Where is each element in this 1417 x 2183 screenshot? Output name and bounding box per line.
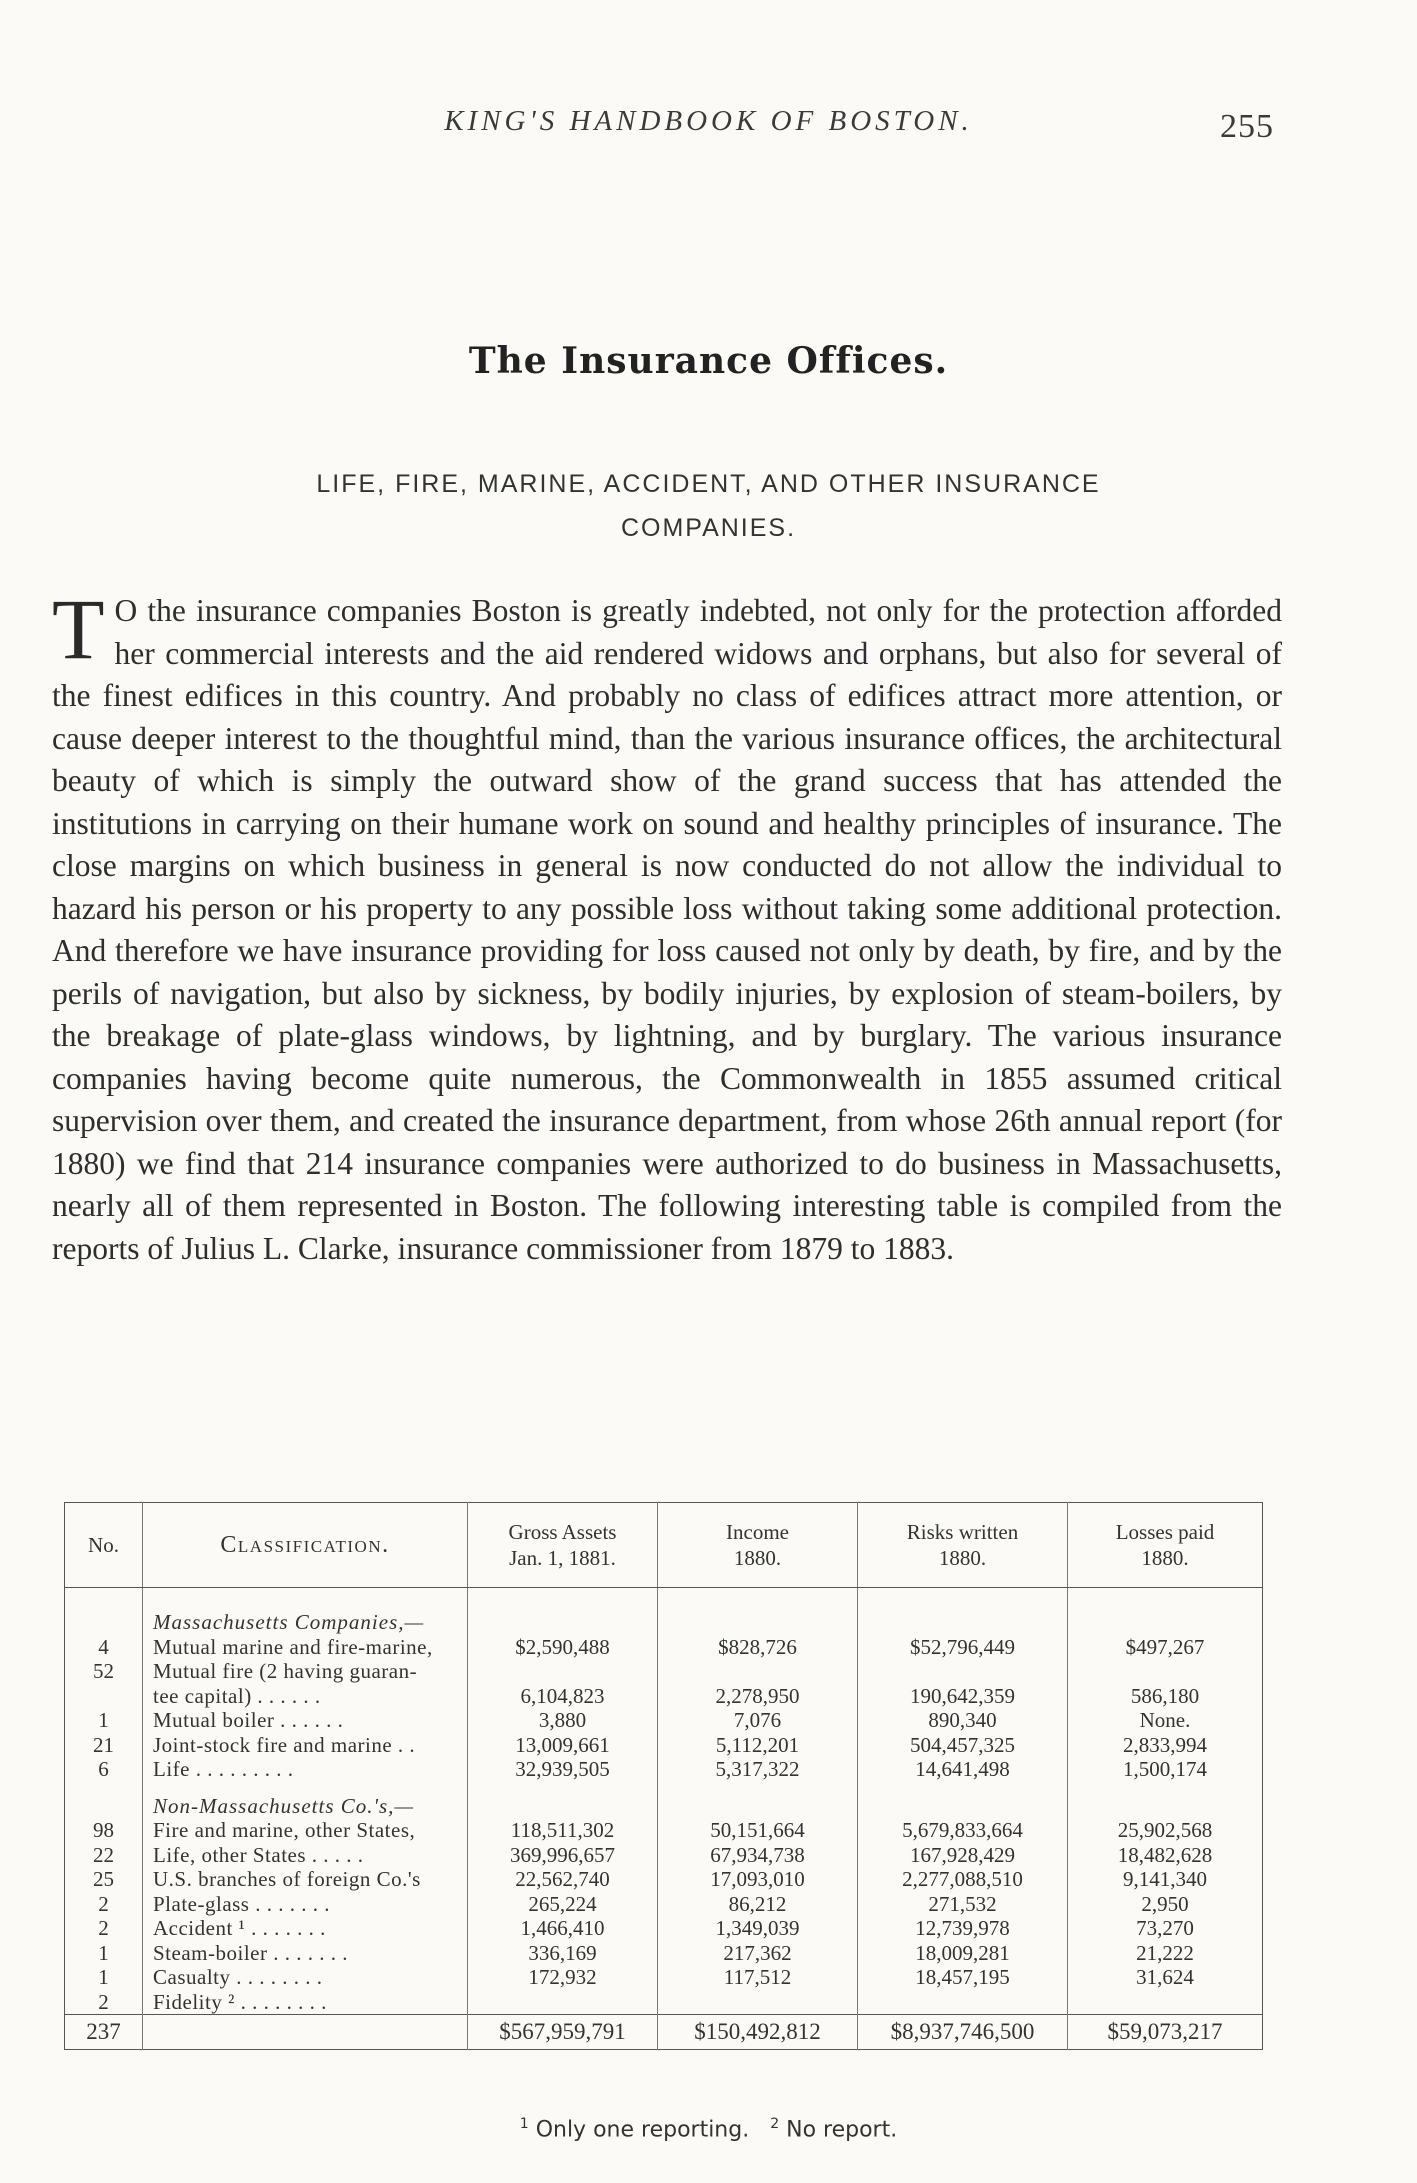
row-income: 2,278,950: [658, 1684, 858, 1709]
row-classification: Mutual fire (2 having guaran-: [143, 1659, 468, 1684]
row-no: 25: [65, 1867, 143, 1892]
group-row-massachusetts: [65, 1610, 1263, 1635]
header-gross-assets: Gross Assets Jan. 1, 1881.: [468, 1503, 658, 1588]
table-row: [65, 1867, 1263, 1892]
table-row: [65, 1818, 1263, 1843]
total-assets: $567,959,791: [468, 2015, 658, 2050]
row-risks-written: 18,457,195: [858, 1965, 1068, 1990]
row-classification: U.S. branches of foreign Co.'s: [143, 1867, 468, 1892]
footnote-1: Only one reporting.: [535, 2117, 750, 2143]
row-no: 6: [65, 1757, 143, 1782]
row-risks-written: 2,277,088,510: [858, 1867, 1068, 1892]
header-risks-written: Risks written 1880.: [858, 1503, 1068, 1588]
row-classification: Life, other States . . . . .: [143, 1843, 468, 1868]
row-gross-assets: 13,009,661: [468, 1733, 658, 1758]
group-row-non-massachusetts: [65, 1794, 1263, 1819]
row-income: $828,726: [658, 1635, 858, 1660]
row-gross-assets: 336,169: [468, 1941, 658, 1966]
total-no: 237: [65, 2015, 143, 2050]
row-risks-written: 12,739,978: [858, 1916, 1068, 1941]
footnote-1-mark: 1: [519, 2116, 529, 2132]
total-income: $150,492,812: [658, 2015, 858, 2050]
row-classification: Fidelity ² . . . . . . . .: [143, 1990, 468, 2015]
row-income: 67,934,738: [658, 1843, 858, 1868]
subtitle-line-2: COMPANIES.: [620, 514, 797, 542]
body-paragraph: [52, 581, 1282, 1270]
row-losses-paid: 9,141,340: [1123, 1867, 1207, 1891]
row-income: 5,112,201: [658, 1733, 858, 1758]
row-no: 4: [65, 1635, 143, 1660]
table-row: [65, 1916, 1263, 1941]
row-gross-assets: 1,466,410: [468, 1916, 658, 1941]
row-risks-written: 18,009,281: [858, 1941, 1068, 1966]
row-losses-paid: [1068, 1659, 1263, 1684]
row-risks-written: 190,642,359: [858, 1684, 1068, 1709]
row-risks-written: 890,340: [858, 1708, 1068, 1733]
table-row: [65, 1757, 1263, 1782]
row-risks-written: 5,679,833,664: [858, 1818, 1068, 1843]
row-income: 86,212: [658, 1892, 858, 1917]
row-losses-paid: 31,624: [1136, 1965, 1194, 1989]
row-gross-assets: 6,104,823: [468, 1684, 658, 1709]
total-row: [65, 2015, 1263, 2050]
table-row: [65, 1684, 1263, 1709]
table-row: [65, 1635, 1263, 1660]
row-gross-assets: 118,511,302: [468, 1818, 658, 1843]
row-no: 98: [65, 1818, 143, 1843]
row-no: 2: [65, 1892, 143, 1917]
table-row: [65, 1941, 1263, 1966]
row-risks-written: 504,457,325: [858, 1733, 1068, 1758]
insurance-table: [64, 1502, 1263, 2050]
row-income: 7,076: [658, 1708, 858, 1733]
row-losses-paid: $497,267: [1125, 1634, 1205, 1659]
row-income: 217,362: [658, 1941, 858, 1966]
spacer-row: [65, 1782, 1263, 1794]
spacer-row: [65, 1588, 1263, 1611]
footnote-2: No report.: [786, 2117, 898, 2143]
row-gross-assets: 3,880: [468, 1708, 658, 1733]
subtitle-line-1: LIFE, FIRE, MARINE, ACCIDENT, AND OTHER INSURANCE: [316, 470, 1101, 498]
table-row: [65, 1708, 1263, 1733]
row-gross-assets: 22,562,740: [468, 1867, 658, 1892]
page-number: 255: [1220, 108, 1274, 145]
row-risks-written: [858, 1990, 1068, 2015]
row-income: 50,151,664: [658, 1818, 858, 1843]
header-losses-paid: Losses paid 1880.: [1068, 1503, 1263, 1588]
footnotes: [0, 2116, 1417, 2142]
table-row: [65, 1965, 1263, 1990]
drop-cap: T: [52, 581, 105, 677]
table-row: [65, 1659, 1263, 1684]
paragraph-text: O the insurance companies Boston is greatly indebted, not only for the protection afforded her commercial interests and the aid rendered widows and orphans, but also for several of the finest edifices in this country. And probably no class of edifices attract more attention, or cause deeper interest to the thoughtful mind, than the various insurance offices, the architectural beauty of which is simply the outward show of the grand success that has attended the institutions in carrying on their humane work on sound and healthy principles of insurance. The close margins on which business in general is now conducted do not allow the individual to hazard his person or his property to any possible loss without taking some additional protection. And therefore we have insurance providing for loss caused not only by death, by fire, and by the perils of navigation, but also by sickness, by bodily injuries, by explosion of steam-boilers, by the breakage of plate-glass windows, by lightning, and by burglary. The various insurance companies having become quite numerous, the Commonwealth in 1855 assumed critical supervision over them, and created the insurance department, from whose 26th annual report (for 1880) we find that 214 insurance companies were authorized to do business in Massachusetts, nearly all of them represented in Boston. The following interesting table is compiled from the reports of Julius L. Clarke, insurance commissioner from 1879 to 1883.: [52, 593, 1282, 1266]
row-income: 117,512: [658, 1965, 858, 1990]
row-income: 5,317,322: [658, 1757, 858, 1782]
row-classification: Steam-boiler . . . . . . .: [143, 1941, 468, 1966]
row-classification: tee capital) . . . . . .: [143, 1684, 468, 1709]
row-no: 2: [65, 1990, 143, 2015]
row-gross-assets: 369,996,657: [468, 1843, 658, 1868]
row-no: 1: [65, 1941, 143, 1966]
row-income: 1,349,039: [658, 1916, 858, 1941]
row-income: [658, 1990, 858, 2015]
row-no: 1: [65, 1965, 143, 1990]
row-risks-written: $52,796,449: [858, 1635, 1068, 1660]
section-title: The Insurance Offices.: [468, 340, 949, 382]
row-no: 2: [65, 1916, 143, 1941]
row-no: 22: [65, 1843, 143, 1868]
row-classification: Joint-stock fire and marine . .: [143, 1733, 468, 1758]
row-risks-written: 167,928,429: [858, 1843, 1068, 1868]
table-header-row: [65, 1503, 1263, 1588]
section-subtitle: [0, 462, 1417, 550]
group-label: Massachusetts Companies,—: [143, 1610, 468, 1635]
row-risks-written: 14,641,498: [858, 1757, 1068, 1782]
footnote-2-mark: 2: [770, 2116, 780, 2132]
row-losses-paid: 18,482,628: [1117, 1842, 1213, 1867]
row-risks-written: [858, 1659, 1068, 1684]
row-gross-assets: 32,939,505: [468, 1757, 658, 1782]
row-no: 21: [65, 1733, 143, 1758]
row-gross-assets: 265,224: [468, 1892, 658, 1917]
header-no: No.: [65, 1503, 143, 1588]
table-row: [65, 1892, 1263, 1917]
row-classification: Fire and marine, other States,: [143, 1818, 468, 1843]
row-losses-paid: 2,833,994: [1123, 1732, 1207, 1757]
row-losses-paid: [1068, 1990, 1263, 2015]
row-losses-paid: 1,500,174: [1123, 1757, 1207, 1781]
running-head: KING'S HANDBOOK OF BOSTON.: [444, 105, 973, 137]
row-losses-paid: 25,902,568: [1117, 1818, 1213, 1842]
row-losses-paid: None.: [1139, 1708, 1191, 1732]
row-no: [65, 1684, 143, 1709]
table-row: [65, 1990, 1263, 2015]
row-classification: Casualty . . . . . . . .: [143, 1965, 468, 1990]
row-gross-assets: [468, 1659, 658, 1684]
total-risks: $8,937,746,500: [858, 2015, 1068, 2050]
group-label: Non-Massachusetts Co.'s,—: [143, 1794, 468, 1819]
row-risks-written: 271,532: [858, 1892, 1068, 1917]
row-income: 17,093,010: [658, 1867, 858, 1892]
header-classification: Classification.: [143, 1503, 468, 1588]
table-row: [65, 1733, 1263, 1758]
row-classification: Plate-glass . . . . . . .: [143, 1892, 468, 1917]
row-losses-paid: 21,222: [1136, 1940, 1194, 1965]
row-losses-paid: 73,270: [1136, 1916, 1194, 1940]
row-gross-assets: 172,932: [468, 1965, 658, 1990]
row-classification: Accident ¹ . . . . . . .: [143, 1916, 468, 1941]
header-income: Income 1880.: [658, 1503, 858, 1588]
row-gross-assets: $2,590,488: [468, 1635, 658, 1660]
row-classification: Mutual boiler . . . . . .: [143, 1708, 468, 1733]
table-row: [65, 1843, 1263, 1868]
row-losses-paid: 586,180: [1130, 1683, 1200, 1708]
row-gross-assets: [468, 1990, 658, 2015]
row-no: 52: [65, 1659, 143, 1684]
row-classification: Life . . . . . . . . .: [143, 1757, 468, 1782]
row-losses-paid: 2,950: [1141, 1891, 1189, 1916]
total-losses: $59,073,217: [1068, 2015, 1263, 2050]
row-classification: Mutual marine and fire-marine,: [143, 1635, 468, 1660]
row-income: [658, 1659, 858, 1684]
row-no: 1: [65, 1708, 143, 1733]
